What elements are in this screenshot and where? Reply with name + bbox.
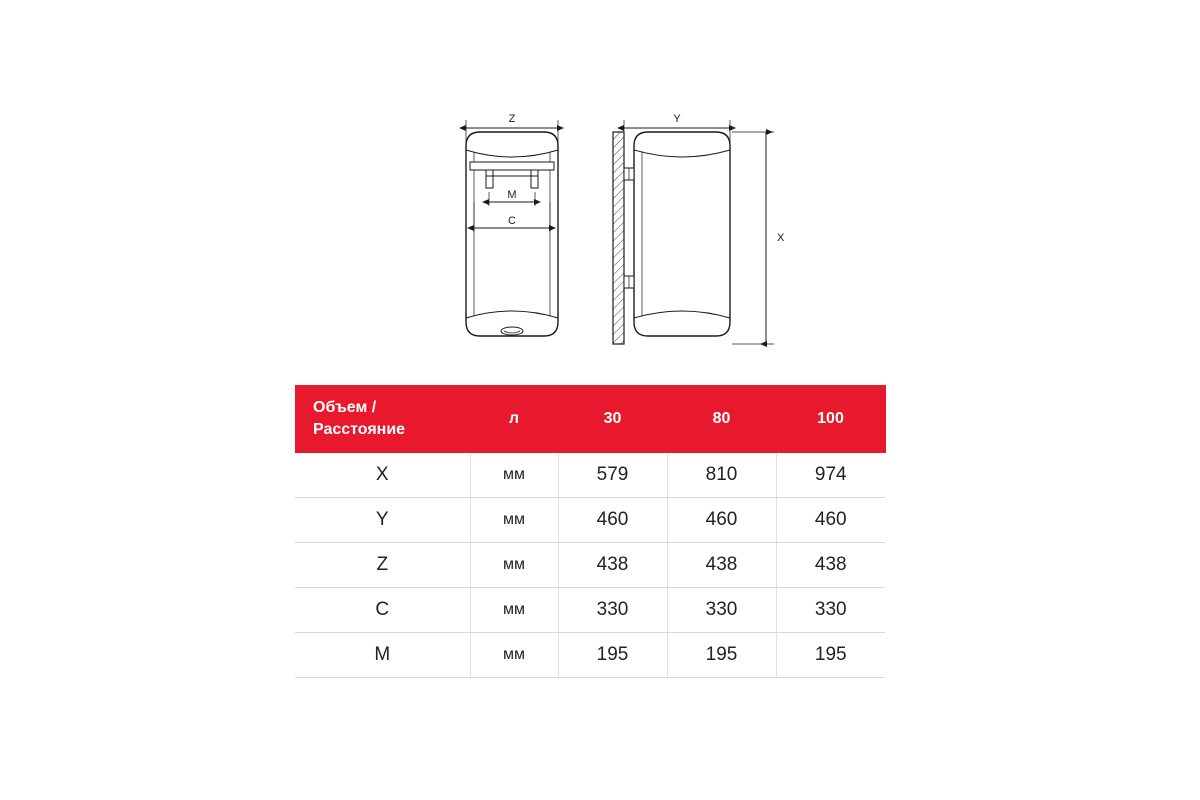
row-m-value-80: 195: [667, 633, 776, 678]
row-unit-z: мм: [470, 543, 558, 588]
header-cell-volume-100: 100: [776, 385, 885, 453]
row-m-value-30: 195: [558, 633, 667, 678]
dimension-label-c: C: [508, 215, 516, 227]
header-cell-volume-30: 30: [558, 385, 667, 453]
front-view-group: [466, 113, 558, 336]
row-y-value-80: 460: [667, 498, 776, 543]
side-view-group: [613, 113, 785, 344]
dimension-label-x: X: [777, 232, 785, 244]
header-cell-volume-80: 80: [667, 385, 776, 453]
specifications-table-wrapper: [295, 385, 885, 678]
row-label-m: M: [295, 633, 470, 678]
row-c-value-100: 330: [776, 588, 885, 633]
table-row: [295, 543, 885, 588]
dimension-label-m: M: [507, 189, 517, 201]
row-x-value-30: 579: [558, 453, 667, 498]
technical-drawing: [430, 110, 800, 370]
header-line-1: Объем /: [313, 399, 377, 417]
table-header-row: [295, 385, 885, 453]
row-y-value-100: 460: [776, 498, 885, 543]
table-row: [295, 453, 885, 498]
row-m-value-100: 195: [776, 633, 885, 678]
row-c-value-80: 330: [667, 588, 776, 633]
table-body: [295, 453, 885, 678]
header-cell-volume-distance: [295, 385, 470, 453]
table-row: [295, 588, 885, 633]
row-label-y: Y: [295, 498, 470, 543]
row-c-value-30: 330: [558, 588, 667, 633]
row-unit-m: мм: [470, 633, 558, 678]
row-x-value-80: 810: [667, 453, 776, 498]
header-line-2: Расстояние: [313, 421, 406, 438]
row-unit-c: мм: [470, 588, 558, 633]
row-unit-x: мм: [470, 453, 558, 498]
row-z-value-80: 438: [667, 543, 776, 588]
row-label-x: X: [295, 453, 470, 498]
table-row: [295, 498, 885, 543]
specifications-table: [295, 385, 886, 678]
header-cell-unit: л: [470, 385, 558, 453]
table-row: [295, 633, 885, 678]
row-y-value-30: 460: [558, 498, 667, 543]
table-header: [295, 385, 885, 453]
row-label-c: C: [295, 588, 470, 633]
row-unit-y: мм: [470, 498, 558, 543]
row-z-value-30: 438: [558, 543, 667, 588]
dimension-label-y: Y: [673, 113, 681, 125]
row-z-value-100: 438: [776, 543, 885, 588]
row-x-value-100: 974: [776, 453, 885, 498]
row-label-z: Z: [295, 543, 470, 588]
dimension-label-z: Z: [508, 113, 516, 125]
